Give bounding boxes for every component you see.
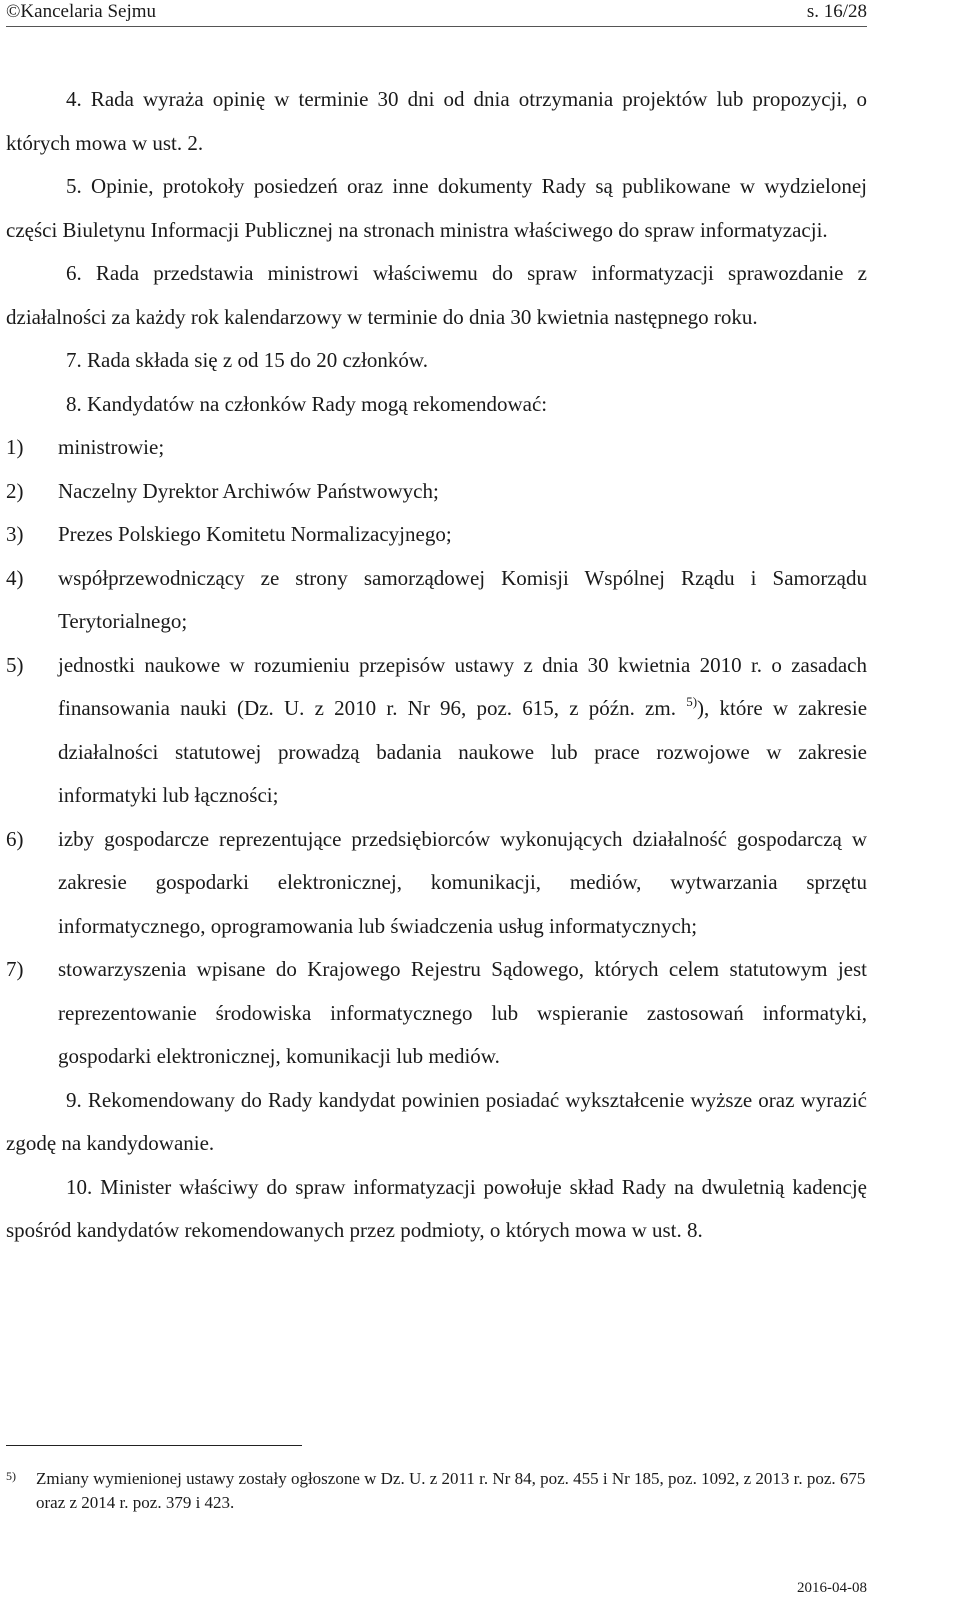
paragraph-8: 8. Kandydatów na członków Rady mogą rekomendować: bbox=[66, 391, 548, 416]
header-source: ©Kancelaria Sejmu bbox=[6, 1, 157, 22]
paragraph-6: 6. Rada przedstawia ministrowi właściwemu do spraw informatyzacji sprawozdanie z działalności za każdy rok kalendarzowy w terminie do dnia 30 kwietnia następnego roku. bbox=[6, 261, 867, 329]
list-item bbox=[6, 644, 867, 818]
paragraph-7: 7. Rada składa się z od 15 do 20 członków. bbox=[66, 348, 428, 372]
paragraph-9: 9. Rekomendowany do Rady kandydat powinien posiadać wykształcenie wyższe oraz wyrazić zgodę na kandydowanie. bbox=[6, 1087, 867, 1155]
list-item-number: 2) bbox=[6, 478, 24, 503]
footnote-mark: 5) bbox=[6, 1469, 16, 1483]
list-item bbox=[6, 948, 867, 1079]
header-divider bbox=[6, 26, 867, 27]
list-item-text: izby gospodarcze reprezentujące przedsiębiorców wykonujących działalność gospodarczą w zakresie gospodarki elektronicznej, komunikacji, mediów, wytwarzania sprzętu informatycznego, oprogramowania lub świadczenia usług informatycznych; bbox=[58, 826, 867, 938]
footnote-divider bbox=[6, 1445, 302, 1446]
footnote-text: Zmiany wymienionej ustawy zostały ogłoszone w Dz. U. z 2011 r. Nr 84, poz. 455 i Nr 185, poz. 1092, z 2013 r. poz. 675 oraz z 2014 r. poz. 379 i 423. bbox=[36, 1469, 866, 1512]
page-number: s. 16/28 bbox=[806, 1, 867, 22]
list-item-number: 5) bbox=[6, 652, 24, 677]
document-body bbox=[6, 78, 867, 1253]
list-item-number: 4) bbox=[6, 565, 24, 590]
list-item-text bbox=[58, 644, 867, 818]
list-item bbox=[6, 470, 867, 514]
list-item-text: ministrowie; bbox=[58, 435, 165, 459]
list-item-text-part: jednostki naukowe w rozumieniu przepisów ustawy z dnia 30 kwietnia 2010 r. o zasadach finansowania nauki (Dz. U. z 2010 r. Nr 96, poz. 615, z późn. zm. bbox=[58, 652, 867, 720]
list-item-text: stowarzyszenia wpisane do Krajowego Rejestru Sądowego, których celem statutowym jest reprezentowanie środowiska informatycznego lub wspieranie zastosowań informatyki, gospodarki elektronicznej, komunikacji lub mediów. bbox=[58, 957, 867, 1068]
document-date: 2016-04-08 bbox=[797, 1580, 867, 1596]
list-item-number: 6) bbox=[6, 826, 24, 851]
paragraph-10: 10. Minister właściwy do spraw informatyzacji powołuje skład Rady na dwuletnią kadencję spośród kandydatów rekomendowanych przez podmioty, o których mowa w ust. 8. bbox=[6, 1174, 867, 1242]
list-item bbox=[6, 426, 867, 470]
list-item-text-part: ), które w zakresie działalności statutowej prowadzą badania naukowe lub prace rozwojowe w zakresie informatyki lub łączności; bbox=[58, 696, 868, 807]
list-item bbox=[6, 818, 867, 949]
paragraph-5: 5. Opinie, protokoły posiedzeń oraz inne dokumenty Rady są publikowane w wydzielonej części Biuletynu Informacji Publicznej na stronach ministra właściwego do spraw informatyzacji. bbox=[6, 174, 867, 242]
list-item-text: Naczelny Dyrektor Archiwów Państwowych; bbox=[58, 478, 439, 503]
paragraph-4: 4. Rada wyraża opinię w terminie 30 dni od dnia otrzymania projektów lub propozycji, o których mowa w ust. 2. bbox=[6, 87, 867, 155]
list-item-number: 1) bbox=[6, 435, 24, 459]
list-item-text: Prezes Polskiego Komitetu Normalizacyjnego; bbox=[58, 522, 452, 546]
footnote-reference[interactable]: 5) bbox=[686, 694, 698, 709]
list-item-text: współprzewodniczący ze strony samorządowej Komisji Wspólnej Rządu i Samorządu Terytorialnego; bbox=[58, 565, 867, 633]
list-item bbox=[6, 557, 867, 644]
list-item bbox=[6, 513, 867, 557]
list-item-number: 7) bbox=[6, 957, 24, 981]
list-item-number: 3) bbox=[6, 522, 24, 546]
footnote bbox=[6, 1467, 867, 1515]
